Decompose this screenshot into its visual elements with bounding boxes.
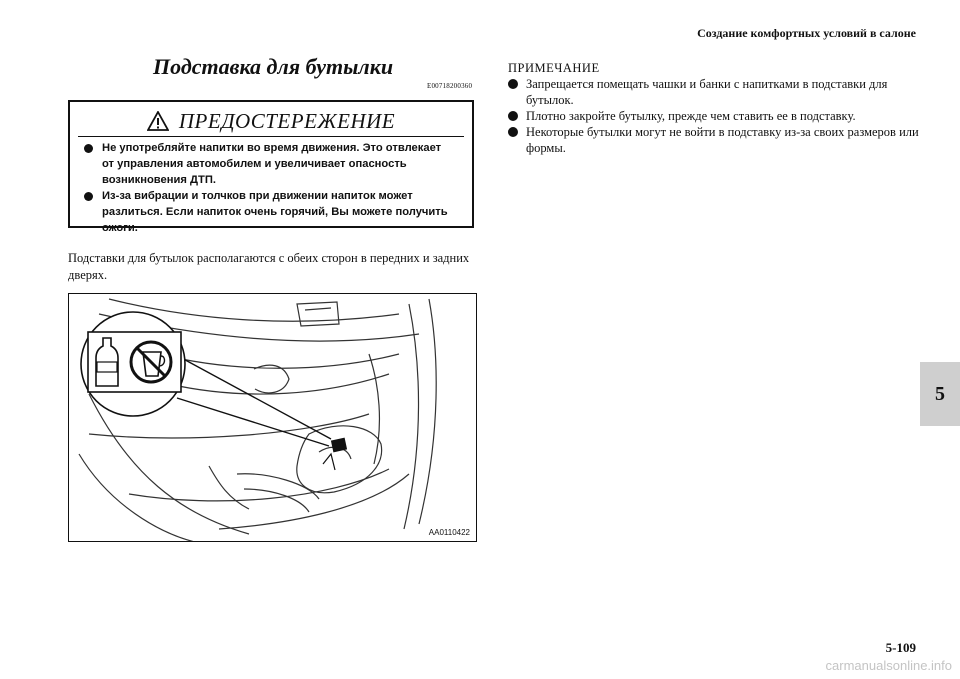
bullet-icon (84, 144, 93, 153)
note-label: ПРИМЕЧАНИЕ (508, 61, 600, 75)
watermark: carmanualsonline.info (825, 658, 952, 673)
bullet-icon (508, 111, 518, 121)
warning-title: ПРЕДОСТЕРЕЖЕНИЕ (178, 108, 396, 133)
note-item-text: Некоторые бутылки могут не войти в подставку из-за своих размеров или формы. (526, 125, 919, 155)
warning-box (68, 100, 474, 234)
warning-list (84, 140, 454, 236)
warning-divider (78, 136, 464, 137)
chapter-tab: 5 (920, 362, 960, 426)
bullet-icon (508, 79, 518, 89)
running-header: Создание комфортных условий в салоне (697, 26, 916, 40)
door-bottle-holder-figure (68, 293, 477, 542)
warning-item-text: Из-за вибрации и толчков при движении напиток может разлиться. Если напиток очень горячий, Вы можете получить ожоги. (102, 190, 448, 234)
note-list (508, 76, 928, 156)
warning-header (70, 108, 472, 134)
bullet-icon (84, 192, 93, 201)
figure-code: AA0110422 (428, 528, 470, 537)
door-illustration (69, 294, 477, 542)
section-title: Подставка для бутылки (153, 54, 394, 79)
body-paragraph: Подставки для бутылок располагаются с обеих сторон в передних и задних дверях. (68, 251, 470, 282)
bullet-icon (508, 127, 518, 137)
note-item-text: Плотно закройте бутылку, прежде чем ставить ее в подставку. (526, 109, 856, 123)
note-item-text: Запрещается помещать чашки и банки с напитками в подставки для бутылок. (526, 77, 888, 107)
warning-item-text: Не употребляйте напитки во время движения. Это отвлекает от управления автомобилем и увеличивает опасность возникновения ДТП. (102, 142, 442, 186)
page-number: 5-109 (885, 640, 916, 655)
note-item (508, 108, 928, 124)
warning-triangle-icon (147, 111, 169, 131)
section-code: E00718200360 (427, 82, 473, 90)
warning-item (84, 140, 454, 188)
warning-item (84, 188, 454, 236)
note-item (508, 76, 928, 108)
note-item (508, 124, 928, 156)
